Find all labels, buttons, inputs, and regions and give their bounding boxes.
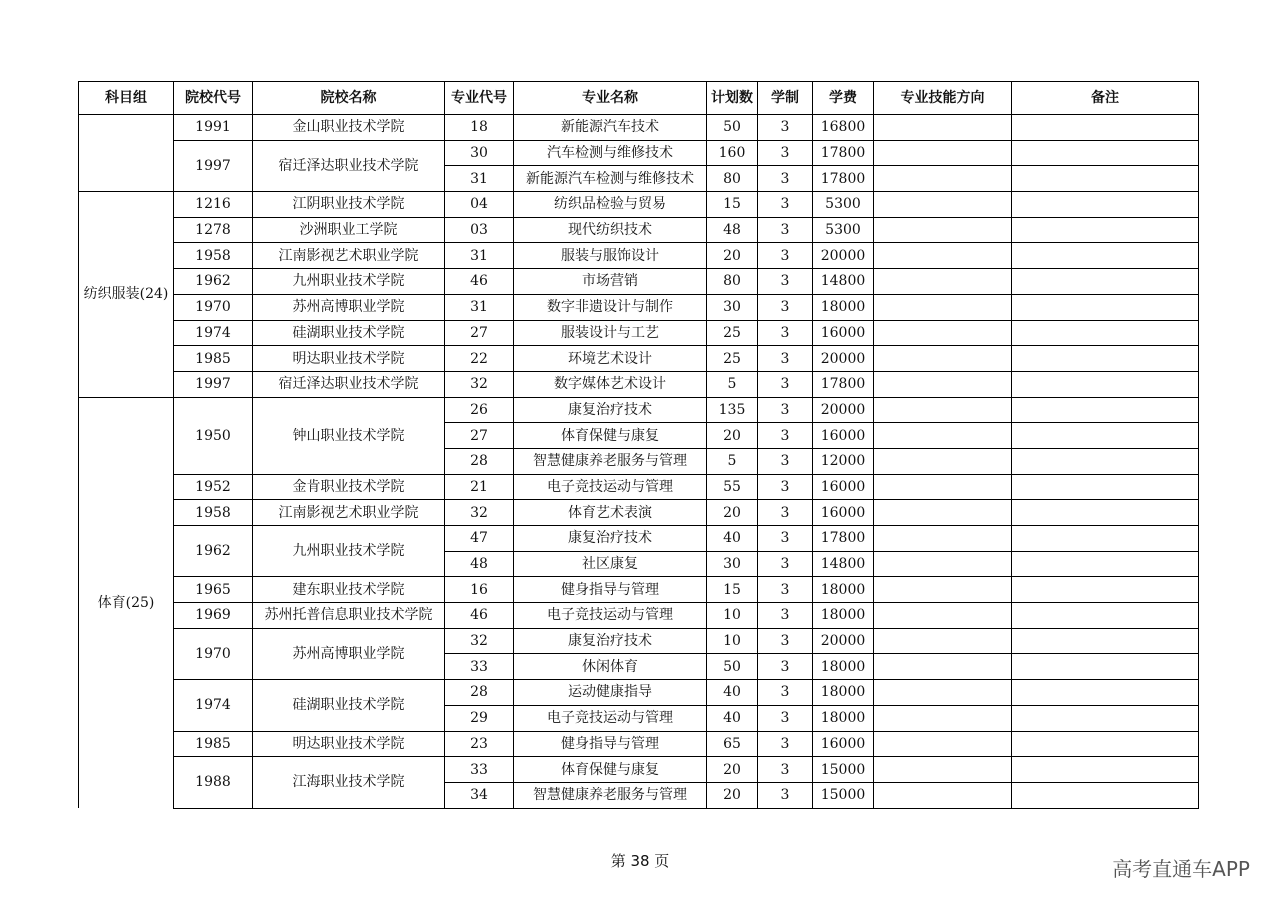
plan-count-cell: 80 xyxy=(707,269,758,295)
column-header: 专业代号 xyxy=(445,82,514,115)
table-row xyxy=(79,731,1199,757)
plan-count-cell: 10 xyxy=(707,603,758,629)
major-name-cell: 新能源汽车检测与维修技术 xyxy=(514,166,707,192)
tuition-cell: 17800 xyxy=(813,140,874,166)
duration-cell: 3 xyxy=(758,474,813,500)
major-name-cell: 健身指导与管理 xyxy=(514,577,707,603)
plan-count-cell: 30 xyxy=(707,294,758,320)
skill-direction-cell xyxy=(874,551,1012,577)
plan-count-cell: 20 xyxy=(707,243,758,269)
major-code-cell: 26 xyxy=(445,397,514,423)
duration-cell: 3 xyxy=(758,371,813,397)
major-name-cell: 电子竞技运动与管理 xyxy=(514,603,707,629)
remarks-cell xyxy=(1012,371,1199,397)
remarks-cell xyxy=(1012,551,1199,577)
tuition-cell: 18000 xyxy=(813,294,874,320)
remarks-cell xyxy=(1012,397,1199,423)
school-name-cell: 苏州托普信息职业技术学院 xyxy=(253,603,445,629)
plan-count-cell: 15 xyxy=(707,577,758,603)
skill-direction-cell xyxy=(874,731,1012,757)
duration-cell: 3 xyxy=(758,346,813,372)
major-name-cell: 汽车检测与维修技术 xyxy=(514,140,707,166)
plan-count-cell: 50 xyxy=(707,654,758,680)
duration-cell: 3 xyxy=(758,397,813,423)
plan-count-cell: 30 xyxy=(707,551,758,577)
tuition-cell: 14800 xyxy=(813,269,874,295)
plan-count-cell: 55 xyxy=(707,474,758,500)
tuition-cell: 18000 xyxy=(813,705,874,731)
plan-count-cell: 40 xyxy=(707,680,758,706)
tuition-cell: 16800 xyxy=(813,115,874,141)
school-name-cell: 金肯职业技术学院 xyxy=(253,474,445,500)
duration-cell: 3 xyxy=(758,680,813,706)
duration-cell: 3 xyxy=(758,731,813,757)
duration-cell: 3 xyxy=(758,320,813,346)
table-row xyxy=(79,217,1199,243)
school-name-cell: 建东职业技术学院 xyxy=(253,577,445,603)
school-name-cell: 明达职业技术学院 xyxy=(253,346,445,372)
table-row xyxy=(79,140,1199,166)
school-name-cell: 苏州高博职业学院 xyxy=(253,294,445,320)
skill-direction-cell xyxy=(874,705,1012,731)
plan-count-cell: 80 xyxy=(707,166,758,192)
remarks-cell xyxy=(1012,731,1199,757)
duration-cell: 3 xyxy=(758,500,813,526)
tuition-cell: 20000 xyxy=(813,628,874,654)
remarks-cell xyxy=(1012,346,1199,372)
remarks-cell xyxy=(1012,474,1199,500)
skill-direction-cell xyxy=(874,371,1012,397)
tuition-cell: 18000 xyxy=(813,603,874,629)
remarks-cell xyxy=(1012,577,1199,603)
column-header: 院校代号 xyxy=(174,82,253,115)
remarks-cell xyxy=(1012,243,1199,269)
column-header: 专业技能方向 xyxy=(874,82,1012,115)
school-code-cell: 1216 xyxy=(174,192,253,218)
plan-count-cell: 65 xyxy=(707,731,758,757)
column-header: 院校名称 xyxy=(253,82,445,115)
major-code-cell: 32 xyxy=(445,500,514,526)
tuition-cell: 16000 xyxy=(813,731,874,757)
school-code-cell: 1970 xyxy=(174,294,253,320)
remarks-cell xyxy=(1012,294,1199,320)
tuition-cell: 14800 xyxy=(813,551,874,577)
major-name-cell: 电子竞技运动与管理 xyxy=(514,474,707,500)
school-name-cell: 苏州高博职业学院 xyxy=(253,628,445,679)
major-name-cell: 康复治疗技术 xyxy=(514,628,707,654)
skill-direction-cell xyxy=(874,269,1012,295)
major-code-cell: 46 xyxy=(445,269,514,295)
major-name-cell: 智慧健康养老服务与管理 xyxy=(514,448,707,474)
tuition-cell: 5300 xyxy=(813,217,874,243)
school-code-cell: 1985 xyxy=(174,731,253,757)
subject-group-cell: 纺织服装(24) xyxy=(79,192,174,398)
app-watermark: 高考直通车APP xyxy=(1112,857,1250,881)
skill-direction-cell xyxy=(874,474,1012,500)
duration-cell: 3 xyxy=(758,243,813,269)
skill-direction-cell xyxy=(874,320,1012,346)
major-name-cell: 体育保健与康复 xyxy=(514,757,707,783)
table-row xyxy=(79,371,1199,397)
remarks-cell xyxy=(1012,423,1199,449)
school-name-cell: 江海职业技术学院 xyxy=(253,757,445,808)
major-code-cell: 04 xyxy=(445,192,514,218)
table-row xyxy=(79,320,1199,346)
tuition-cell: 5300 xyxy=(813,192,874,218)
column-header: 科目组 xyxy=(79,82,174,115)
major-name-cell: 纺织品检验与贸易 xyxy=(514,192,707,218)
major-name-cell: 电子竞技运动与管理 xyxy=(514,705,707,731)
major-name-cell: 新能源汽车技术 xyxy=(514,115,707,141)
school-code-cell: 1997 xyxy=(174,140,253,191)
major-code-cell: 27 xyxy=(445,320,514,346)
column-header: 备注 xyxy=(1012,82,1199,115)
subject-group-cell xyxy=(79,115,174,192)
skill-direction-cell xyxy=(874,423,1012,449)
plan-count-cell: 20 xyxy=(707,423,758,449)
major-code-cell: 33 xyxy=(445,654,514,680)
page-number: 第 38 页 xyxy=(610,852,670,870)
major-code-cell: 28 xyxy=(445,680,514,706)
major-name-cell: 运动健康指导 xyxy=(514,680,707,706)
tuition-cell: 15000 xyxy=(813,782,874,808)
duration-cell: 3 xyxy=(758,448,813,474)
table-row xyxy=(79,680,1199,706)
major-code-cell: 30 xyxy=(445,140,514,166)
remarks-cell xyxy=(1012,500,1199,526)
major-code-cell: 32 xyxy=(445,371,514,397)
remarks-cell xyxy=(1012,166,1199,192)
table-row xyxy=(79,346,1199,372)
school-code-cell: 1988 xyxy=(174,757,253,808)
school-name-cell: 金山职业技术学院 xyxy=(253,115,445,141)
skill-direction-cell xyxy=(874,577,1012,603)
major-code-cell: 03 xyxy=(445,217,514,243)
school-code-cell: 1985 xyxy=(174,346,253,372)
admission-plan-table xyxy=(78,81,1199,809)
major-code-cell: 32 xyxy=(445,628,514,654)
major-name-cell: 康复治疗技术 xyxy=(514,397,707,423)
major-name-cell: 智慧健康养老服务与管理 xyxy=(514,782,707,808)
major-name-cell: 市场营销 xyxy=(514,269,707,295)
school-code-cell: 1970 xyxy=(174,628,253,679)
skill-direction-cell xyxy=(874,166,1012,192)
school-name-cell: 钟山职业技术学院 xyxy=(253,397,445,474)
duration-cell: 3 xyxy=(758,166,813,192)
major-name-cell: 休闲体育 xyxy=(514,654,707,680)
column-header: 学费 xyxy=(813,82,874,115)
table-row xyxy=(79,603,1199,629)
school-name-cell: 硅湖职业技术学院 xyxy=(253,320,445,346)
major-code-cell: 33 xyxy=(445,757,514,783)
plan-count-cell: 40 xyxy=(707,705,758,731)
skill-direction-cell xyxy=(874,500,1012,526)
tuition-cell: 18000 xyxy=(813,577,874,603)
remarks-cell xyxy=(1012,654,1199,680)
skill-direction-cell xyxy=(874,680,1012,706)
skill-direction-cell xyxy=(874,603,1012,629)
table-row xyxy=(79,294,1199,320)
plan-count-cell: 25 xyxy=(707,346,758,372)
school-code-cell: 1950 xyxy=(174,397,253,474)
school-code-cell: 1965 xyxy=(174,577,253,603)
duration-cell: 3 xyxy=(758,628,813,654)
column-header: 学制 xyxy=(758,82,813,115)
duration-cell: 3 xyxy=(758,115,813,141)
remarks-cell xyxy=(1012,628,1199,654)
skill-direction-cell xyxy=(874,628,1012,654)
duration-cell: 3 xyxy=(758,551,813,577)
major-code-cell: 23 xyxy=(445,731,514,757)
remarks-cell xyxy=(1012,115,1199,141)
tuition-cell: 18000 xyxy=(813,680,874,706)
tuition-cell: 16000 xyxy=(813,320,874,346)
tuition-cell: 20000 xyxy=(813,243,874,269)
remarks-cell xyxy=(1012,269,1199,295)
duration-cell: 3 xyxy=(758,217,813,243)
duration-cell: 3 xyxy=(758,654,813,680)
remarks-cell xyxy=(1012,140,1199,166)
school-code-cell: 1969 xyxy=(174,603,253,629)
plan-count-cell: 20 xyxy=(707,757,758,783)
major-code-cell: 16 xyxy=(445,577,514,603)
skill-direction-cell xyxy=(874,140,1012,166)
major-name-cell: 数字媒体艺术设计 xyxy=(514,371,707,397)
table-row xyxy=(79,192,1199,218)
remarks-cell xyxy=(1012,192,1199,218)
remarks-cell xyxy=(1012,448,1199,474)
school-code-cell: 1962 xyxy=(174,526,253,577)
plan-count-cell: 48 xyxy=(707,217,758,243)
school-code-cell: 1974 xyxy=(174,320,253,346)
major-name-cell: 服装与服饰设计 xyxy=(514,243,707,269)
remarks-cell xyxy=(1012,705,1199,731)
remarks-cell xyxy=(1012,320,1199,346)
table-row xyxy=(79,115,1199,141)
plan-count-cell: 10 xyxy=(707,628,758,654)
table-row xyxy=(79,269,1199,295)
tuition-cell: 18000 xyxy=(813,654,874,680)
school-name-cell: 江南影视艺术职业学院 xyxy=(253,243,445,269)
tuition-cell: 17800 xyxy=(813,371,874,397)
remarks-cell xyxy=(1012,217,1199,243)
school-code-cell: 1958 xyxy=(174,500,253,526)
major-code-cell: 27 xyxy=(445,423,514,449)
major-name-cell: 数字非遗设计与制作 xyxy=(514,294,707,320)
major-code-cell: 34 xyxy=(445,782,514,808)
major-name-cell: 体育艺术表演 xyxy=(514,500,707,526)
remarks-cell xyxy=(1012,680,1199,706)
major-name-cell: 环境艺术设计 xyxy=(514,346,707,372)
tuition-cell: 16000 xyxy=(813,423,874,449)
plan-count-cell: 160 xyxy=(707,140,758,166)
remarks-cell xyxy=(1012,782,1199,808)
column-header: 计划数 xyxy=(707,82,758,115)
plan-count-cell: 5 xyxy=(707,448,758,474)
school-name-cell: 九州职业技术学院 xyxy=(253,269,445,295)
skill-direction-cell xyxy=(874,526,1012,552)
remarks-cell xyxy=(1012,757,1199,783)
school-code-cell: 1958 xyxy=(174,243,253,269)
plan-count-cell: 15 xyxy=(707,192,758,218)
table-row xyxy=(79,474,1199,500)
table-body xyxy=(79,82,1199,809)
plan-count-cell: 50 xyxy=(707,115,758,141)
duration-cell: 3 xyxy=(758,603,813,629)
tuition-cell: 20000 xyxy=(813,397,874,423)
school-code-cell: 1991 xyxy=(174,115,253,141)
tuition-cell: 16000 xyxy=(813,474,874,500)
major-code-cell: 47 xyxy=(445,526,514,552)
major-code-cell: 31 xyxy=(445,166,514,192)
school-name-cell: 硅湖职业技术学院 xyxy=(253,680,445,731)
tuition-cell: 17800 xyxy=(813,526,874,552)
plan-count-cell: 20 xyxy=(707,782,758,808)
major-code-cell: 48 xyxy=(445,551,514,577)
skill-direction-cell xyxy=(874,192,1012,218)
school-code-cell: 1952 xyxy=(174,474,253,500)
school-code-cell: 1974 xyxy=(174,680,253,731)
school-name-cell: 江阴职业技术学院 xyxy=(253,192,445,218)
school-name-cell: 宿迁泽达职业技术学院 xyxy=(253,140,445,191)
table-row xyxy=(79,526,1199,552)
major-name-cell: 社区康复 xyxy=(514,551,707,577)
table-row xyxy=(79,757,1199,783)
major-name-cell: 体育保健与康复 xyxy=(514,423,707,449)
major-code-cell: 31 xyxy=(445,294,514,320)
skill-direction-cell xyxy=(874,243,1012,269)
plan-count-cell: 135 xyxy=(707,397,758,423)
column-header: 专业名称 xyxy=(514,82,707,115)
major-code-cell: 18 xyxy=(445,115,514,141)
school-code-cell: 1278 xyxy=(174,217,253,243)
school-name-cell: 沙洲职业工学院 xyxy=(253,217,445,243)
duration-cell: 3 xyxy=(758,294,813,320)
table-row xyxy=(79,500,1199,526)
duration-cell: 3 xyxy=(758,782,813,808)
major-name-cell: 健身指导与管理 xyxy=(514,731,707,757)
school-code-cell: 1997 xyxy=(174,371,253,397)
remarks-cell xyxy=(1012,526,1199,552)
duration-cell: 3 xyxy=(758,269,813,295)
school-name-cell: 九州职业技术学院 xyxy=(253,526,445,577)
skill-direction-cell xyxy=(874,757,1012,783)
plan-count-cell: 25 xyxy=(707,320,758,346)
tuition-cell: 16000 xyxy=(813,500,874,526)
skill-direction-cell xyxy=(874,448,1012,474)
duration-cell: 3 xyxy=(758,757,813,783)
table-row xyxy=(79,397,1199,423)
major-code-cell: 31 xyxy=(445,243,514,269)
skill-direction-cell xyxy=(874,115,1012,141)
school-name-cell: 明达职业技术学院 xyxy=(253,731,445,757)
plan-count-cell: 40 xyxy=(707,526,758,552)
skill-direction-cell xyxy=(874,346,1012,372)
plan-count-cell: 20 xyxy=(707,500,758,526)
remarks-cell xyxy=(1012,603,1199,629)
duration-cell: 3 xyxy=(758,140,813,166)
table-header-row xyxy=(79,82,1199,115)
plan-count-cell: 5 xyxy=(707,371,758,397)
duration-cell: 3 xyxy=(758,526,813,552)
major-code-cell: 22 xyxy=(445,346,514,372)
tuition-cell: 17800 xyxy=(813,166,874,192)
school-name-cell: 宿迁泽达职业技术学院 xyxy=(253,371,445,397)
major-code-cell: 28 xyxy=(445,448,514,474)
school-code-cell: 1962 xyxy=(174,269,253,295)
tuition-cell: 20000 xyxy=(813,346,874,372)
skill-direction-cell xyxy=(874,397,1012,423)
major-name-cell: 康复治疗技术 xyxy=(514,526,707,552)
skill-direction-cell xyxy=(874,294,1012,320)
school-name-cell: 江南影视艺术职业学院 xyxy=(253,500,445,526)
skill-direction-cell xyxy=(874,217,1012,243)
major-name-cell: 现代纺织技术 xyxy=(514,217,707,243)
duration-cell: 3 xyxy=(758,192,813,218)
table-row xyxy=(79,577,1199,603)
table-row xyxy=(79,628,1199,654)
major-code-cell: 29 xyxy=(445,705,514,731)
duration-cell: 3 xyxy=(758,577,813,603)
tuition-cell: 15000 xyxy=(813,757,874,783)
skill-direction-cell xyxy=(874,782,1012,808)
duration-cell: 3 xyxy=(758,423,813,449)
major-code-cell: 46 xyxy=(445,603,514,629)
subject-group-cell: 体育(25) xyxy=(79,397,174,808)
major-name-cell: 服装设计与工艺 xyxy=(514,320,707,346)
duration-cell: 3 xyxy=(758,705,813,731)
skill-direction-cell xyxy=(874,654,1012,680)
tuition-cell: 12000 xyxy=(813,448,874,474)
major-code-cell: 21 xyxy=(445,474,514,500)
table-row xyxy=(79,243,1199,269)
